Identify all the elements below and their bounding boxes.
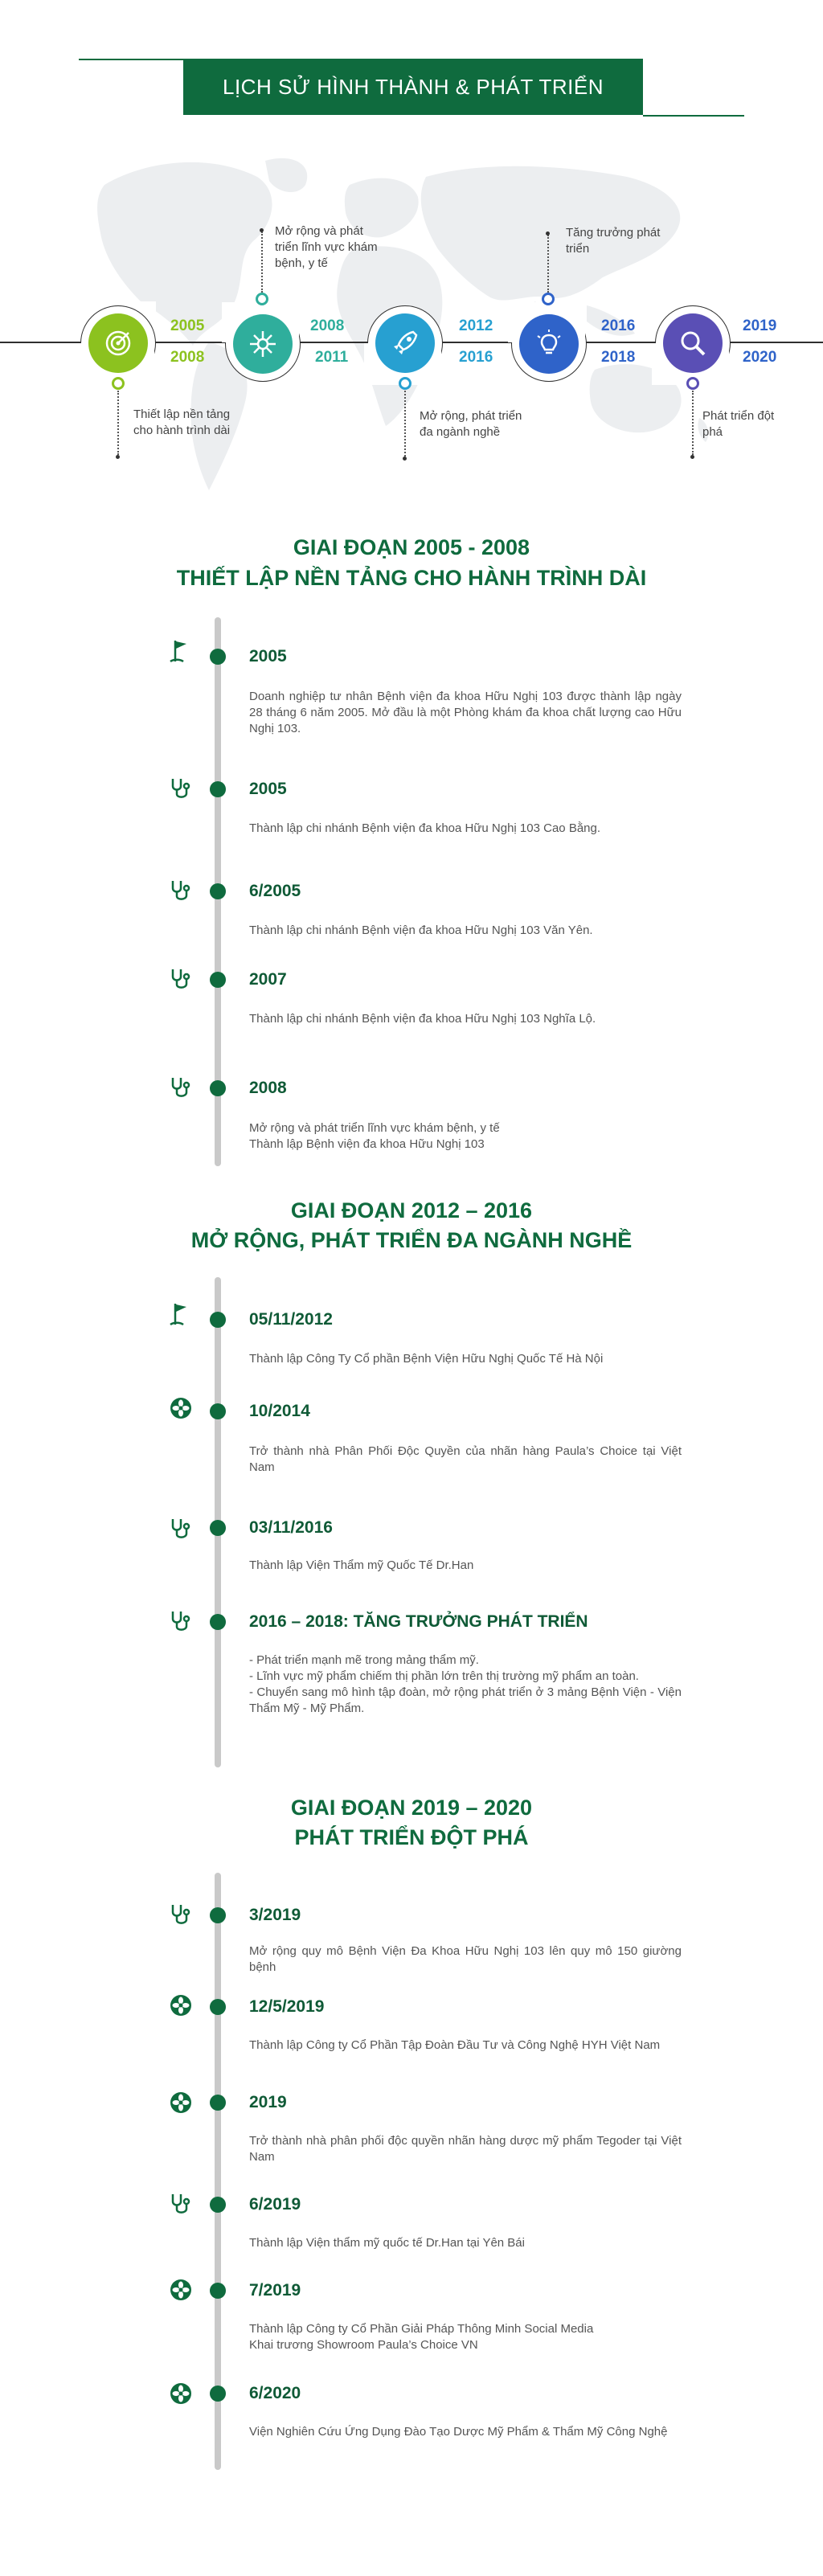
milestone-2-from: 2008 [310, 317, 345, 334]
event-description: Trở thành nhà Phân Phối Độc Quyền của nhãn hàng Paula’s Choice tại Việt Nam [249, 1444, 682, 1474]
milestone-2-to: 2011 [315, 349, 349, 366]
timeline-dot [210, 1614, 226, 1630]
event-description: Thành lập chi nhánh Bệnh viện đa khoa Hữu Nghị 103 Cao Bằng. [249, 821, 601, 835]
event-description: Thành lập Công Ty Cổ phần Bệnh Viện Hữu Nghị Quốc Tế Hà Nội [249, 1352, 604, 1366]
milestone-4-to: 2018 [601, 349, 636, 366]
milestone-5-from: 2019 [743, 317, 777, 334]
section-1-title: GIAI ĐOẠN 2005 - 2008 [293, 535, 530, 559]
timeline-dot [210, 972, 226, 988]
event-description: Thành lập Viện Thẩm mỹ Quốc Tế Dr.Han [249, 1558, 474, 1572]
event-description: Mở rộng và phát triển lĩnh vực khám bệnh, y tế Thành lập Bệnh viện đa khoa Hữu Nghị 103 [249, 1121, 500, 1151]
event-date: 6/2020 [249, 2384, 301, 2402]
milestone-3-from: 2012 [459, 317, 493, 334]
section-3-subtitle: PHÁT TRIỂN ĐỘT PHÁ [294, 1825, 529, 1849]
milestone-1-from: 2005 [170, 317, 205, 334]
flag-icon [169, 637, 193, 661]
flag-icon [169, 1300, 193, 1325]
event-description: - Phát triển mạnh mẽ trong mảng thẩm mỹ. - Lĩnh vực mỹ phẩm chiếm thị phần lớn trên thị trường mỹ phẩm an toàn. - Chuyển sang mô hình tập đoàn, mở rộng phát triển ở 3 mảng Bệnh Viện - Viện Thẩm Mỹ - Mỹ Phẩm. [249, 1653, 682, 1715]
event-description: Thành lập chi nhánh Bệnh viện đa khoa Hữu Nghị 103 Văn Yên. [249, 924, 593, 937]
flower-icon [169, 2278, 193, 2302]
event-date: 2019 [249, 2093, 287, 2111]
event-description: Viện Nghiên Cứu Ứng Dụng Đào Tạo Dược Mỹ Phẩm & Thẩm Mỹ Công Nghệ [249, 2425, 668, 2439]
section-2-title: GIAI ĐOẠN 2012 – 2016 [290, 1198, 533, 1222]
event-date: 2005 [249, 647, 287, 666]
flower-icon [169, 2381, 193, 2406]
event-date: 6/2005 [249, 882, 301, 900]
header-rule-bottom [643, 115, 744, 117]
event-date: 7/2019 [249, 2281, 301, 2300]
timeline-dot [210, 649, 226, 665]
milestone-node-3-fill [368, 306, 442, 380]
event-description: Trở thành nhà phân phối độc quyền nhãn hàng dược mỹ phẩm Tegoder tại Việt Nam [249, 2134, 682, 2164]
event-description: Thành lập Công ty Cổ Phần Giải Pháp Thông Minh Social Media Khai trương Showroom Paula’s Choice VN [249, 2322, 594, 2352]
timeline-dot [210, 1312, 226, 1328]
lightbulb-icon [519, 314, 579, 374]
magnifier-icon [663, 313, 723, 373]
timeline-dot [210, 2197, 226, 2213]
event-date: 2005 [249, 780, 287, 798]
milestone-node-1-fill [81, 306, 155, 380]
milestone-5-to: 2020 [743, 349, 777, 366]
timeline-dot [210, 781, 226, 797]
timeline-dot [210, 2283, 226, 2299]
timeline-dot [210, 1080, 226, 1096]
event-date: 03/11/2016 [249, 1518, 333, 1537]
stethoscope-icon [169, 967, 193, 991]
event-date: 2016 – 2018: TĂNG TRƯỞNG PHÁT TRIỂN [249, 1612, 588, 1631]
milestone-node-5-fill [656, 306, 730, 380]
milestone-node-4-fill [512, 307, 586, 381]
event-date: 2008 [249, 1079, 287, 1097]
stethoscope-icon [169, 2192, 193, 2216]
rocket-icon [375, 313, 435, 373]
event-date: 05/11/2012 [249, 1310, 333, 1329]
timeline-dot [210, 2386, 226, 2402]
milestone-3-to: 2016 [459, 349, 493, 366]
event-description: Doanh nghiệp tư nhân Bệnh viện đa khoa Hữu Nghị 103 được thành lập ngày 28 tháng 6 năm 2005. Mở đầu là một Phòng khám đa khoa chất lượng cao Hữu Nghị 103. [249, 690, 682, 735]
event-description: Thành lập Công ty Cổ Phần Tập Đoàn Đầu Tư và Công Nghệ HYH Việt Nam [249, 2038, 661, 2052]
stethoscope-icon [169, 1902, 193, 1927]
section-3-title: GIAI ĐOẠN 2019 – 2020 [290, 1796, 533, 1820]
milestone-1-label: Thiết lập nền tảng cho hành trình dài [133, 407, 231, 437]
milestone-4-from: 2016 [601, 317, 636, 334]
network-icon [233, 314, 293, 374]
event-date: 2007 [249, 970, 287, 989]
header-rule-top [79, 59, 183, 60]
target-icon [88, 313, 148, 373]
event-description: Thành lập Viện thẩm mỹ quốc tế Dr.Han tại Yên Bái [249, 2236, 525, 2250]
milestone-1-to: 2008 [170, 349, 205, 366]
timeline-dot [210, 1520, 226, 1536]
event-description: Mở rộng quy mô Bệnh Viện Đa Khoa Hữu Nghị 103 lên quy mô 150 giường bệnh [249, 1944, 682, 1974]
milestone-node-2-fill [226, 307, 300, 381]
stethoscope-icon [169, 1075, 193, 1100]
stethoscope-icon [169, 1609, 193, 1633]
section-3-timeline-bar [215, 1873, 221, 2470]
stethoscope-icon [169, 1517, 193, 1541]
event-description: Thành lập chi nhánh Bệnh viện đa khoa Hữu Nghị 103 Nghĩa Lộ. [249, 1012, 596, 1026]
stethoscope-icon [169, 878, 193, 903]
stethoscope-icon [169, 776, 193, 801]
flower-icon [169, 1993, 193, 2017]
timeline-dot [210, 1907, 226, 1923]
timeline-dot [210, 2095, 226, 2111]
timeline-dot [210, 1999, 226, 2015]
event-date: 10/2014 [249, 1402, 310, 1420]
event-date: 6/2019 [249, 2195, 301, 2214]
timeline-dot [210, 1403, 226, 1419]
event-date: 12/5/2019 [249, 1997, 325, 2016]
milestone-3-label: Mở rộng, phát triển đa ngành nghề [420, 409, 522, 439]
page-title: LỊCH SỬ HÌNH THÀNH & PHÁT TRIỂN [183, 59, 643, 115]
event-date: 3/2019 [249, 1906, 301, 1924]
milestone-5-label: Phát triển đột phá [702, 409, 775, 439]
timeline-dot [210, 883, 226, 899]
milestone-2-label: Mở rộng và phát triển lĩnh vực khám bệnh, y tế [275, 224, 378, 270]
section-2-subtitle: MỞ RỘNG, PHÁT TRIỂN ĐA NGÀNH NGHỀ [190, 1228, 633, 1252]
section-1-subtitle: THIẾT LẬP NỀN TẢNG CHO HÀNH TRÌNH DÀI [176, 566, 647, 590]
milestone-4-label: Tăng trưởng phát triển [566, 226, 661, 256]
flower-icon [169, 1396, 193, 1420]
flower-icon [169, 2091, 193, 2115]
